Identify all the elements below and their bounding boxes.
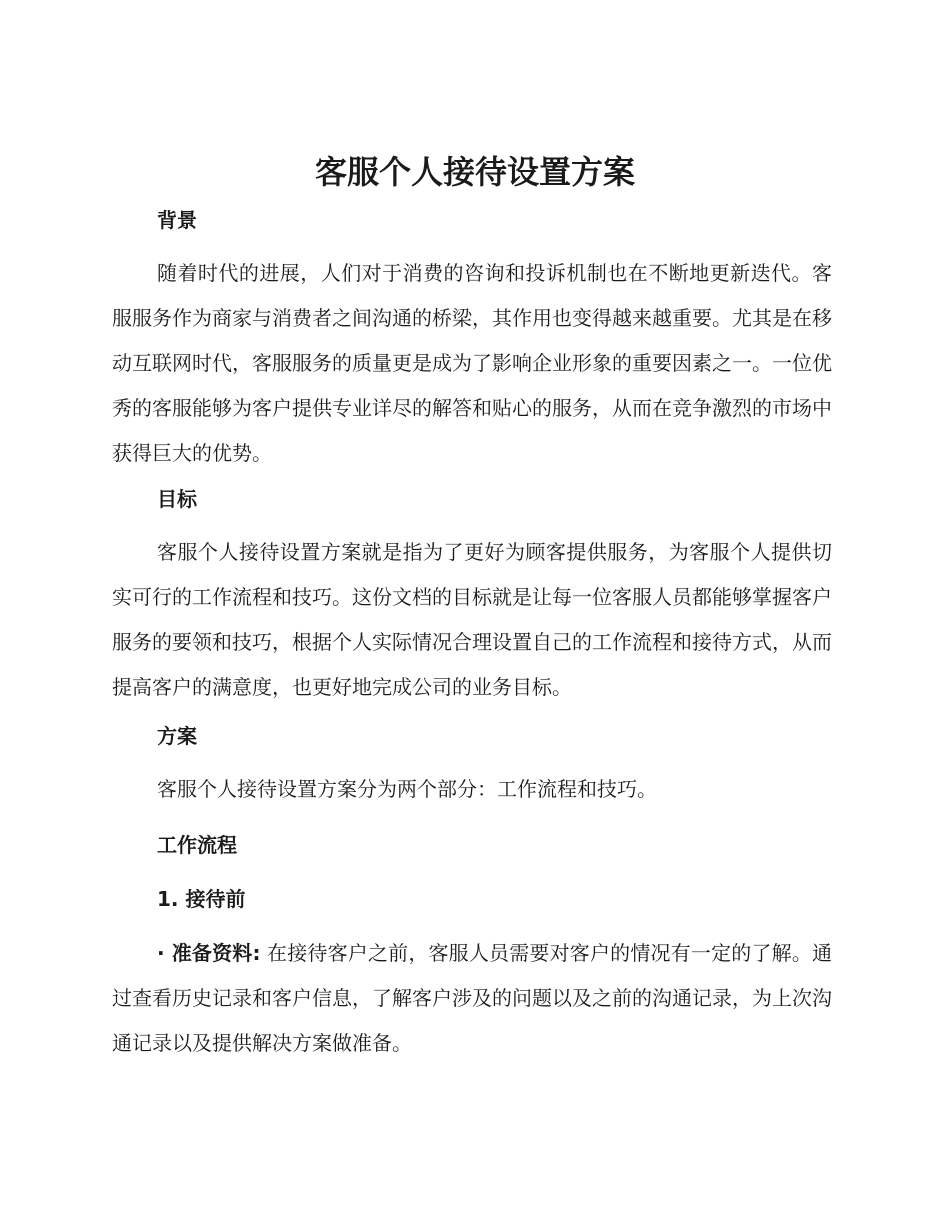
- section-heading-background: 背景: [157, 208, 197, 232]
- prepare-materials-label: · 准备资料:: [157, 941, 261, 965]
- section-heading-goal: 目标: [157, 487, 197, 511]
- prepare-materials-text: 在接待客户之前，客服人员需要对客户的情况有一定的了解。通过查看历史记录和客户信息，了解客户涉及的问题以及之前的沟通记录，为上次沟通记录以及提供解决方案做准备。: [112, 941, 832, 1055]
- prepare-materials-item: [112, 931, 832, 1066]
- section-heading-workflow: 工作流程: [157, 833, 237, 857]
- document-title: 客服个人接待设置方案: [314, 153, 635, 191]
- plan-paragraph: 客服个人接待设置方案分为两个部分：工作流程和技巧。: [157, 777, 657, 801]
- goal-paragraph: 客服个人接待设置方案就是指为了更好为顾客提供服务，为客服个人提供切实可行的工作流程和技巧。这份文档的目标就是让每一位客服人员都能够掌握客户服务的要领和技巧，根据个人实际情况合理设置自己的工作流程和接待方式，从而提高客户的满意度，也更好地完成公司的业务目标。: [112, 540, 832, 699]
- step-heading-before-reception: 1. 接待前: [157, 887, 246, 911]
- background-paragraph: 随着时代的进展，人们对于消费的咨询和投诉机制也在不断地更新迭代。客服服务作为商家与消费者之间沟通的桥梁，其作用也变得越来越重要。尤其是在移动互联网时代，客服服务的质量更是成为了影响企业形象的重要因素之一。一位优秀的客服能够为客户提供专业详尽的解答和贴心的服务，从而在竞争激烈的市场中获得巨大的优势。: [112, 261, 832, 465]
- section-heading-plan: 方案: [157, 724, 197, 748]
